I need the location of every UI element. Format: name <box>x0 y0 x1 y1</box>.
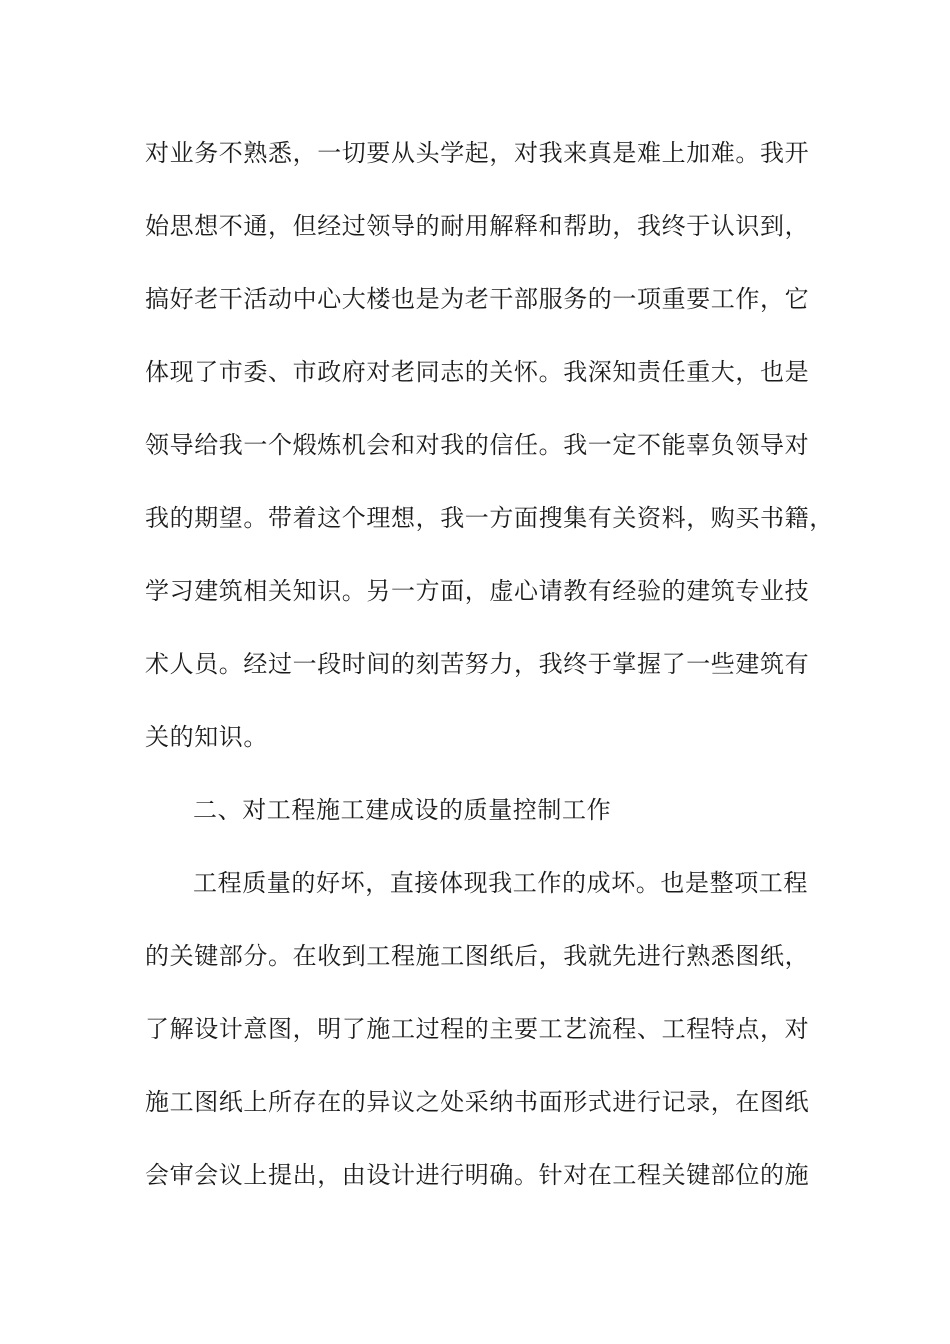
text-line-7: 学习建筑相关知识。另一方面，虚心请教有经验的建筑专业技 <box>145 577 810 605</box>
text-line-8: 术人员。经过一段时间的刻苦努力，我终于掌握了一些建筑有 <box>145 650 810 678</box>
text-line-2: 始思想不通，但经过领导的耐用解释和帮助，我终于认识到， <box>145 212 810 240</box>
text-line-4: 体现了市委、市政府对老同志的关怀。我深知责任重大，也是 <box>145 358 810 386</box>
text-line-6: 我的期望。带着这个理想，我一方面搜集有关资料，购买书籍， <box>145 504 834 532</box>
body-text <box>145 130 834 1225</box>
text-line-5: 领导给我一个煅炼机会和对我的信任。我一定不能辜负领导对 <box>145 431 810 459</box>
text-line-13: 了解设计意图，明了施工过程的主要工艺流程、工程特点，对 <box>145 1015 810 1043</box>
text-line-14: 施工图纸上所存在的异议之处采纳书面形式进行记录，在图纸 <box>145 1088 810 1116</box>
text-line-11: 工程质量的好坏，直接体现我工作的成坏。也是整项工程 <box>193 869 808 897</box>
section-heading: 二、对工程施工建成设的质量控制工作 <box>193 796 612 824</box>
text-line-15: 会审会议上提出，由设计进行明确。针对在工程关键部位的施 <box>145 1161 810 1189</box>
text-line-3: 搞好老干活动中心大楼也是为老干部服务的一项重要工作，它 <box>145 285 810 313</box>
text-line-1: 对业务不熟悉，一切要从头学起，对我来真是难上加难。我开 <box>145 139 810 167</box>
text-line-12: 的关键部分。在收到工程施工图纸后，我就先进行熟悉图纸， <box>145 942 810 970</box>
text-line-9: 关的知识。 <box>145 723 268 751</box>
